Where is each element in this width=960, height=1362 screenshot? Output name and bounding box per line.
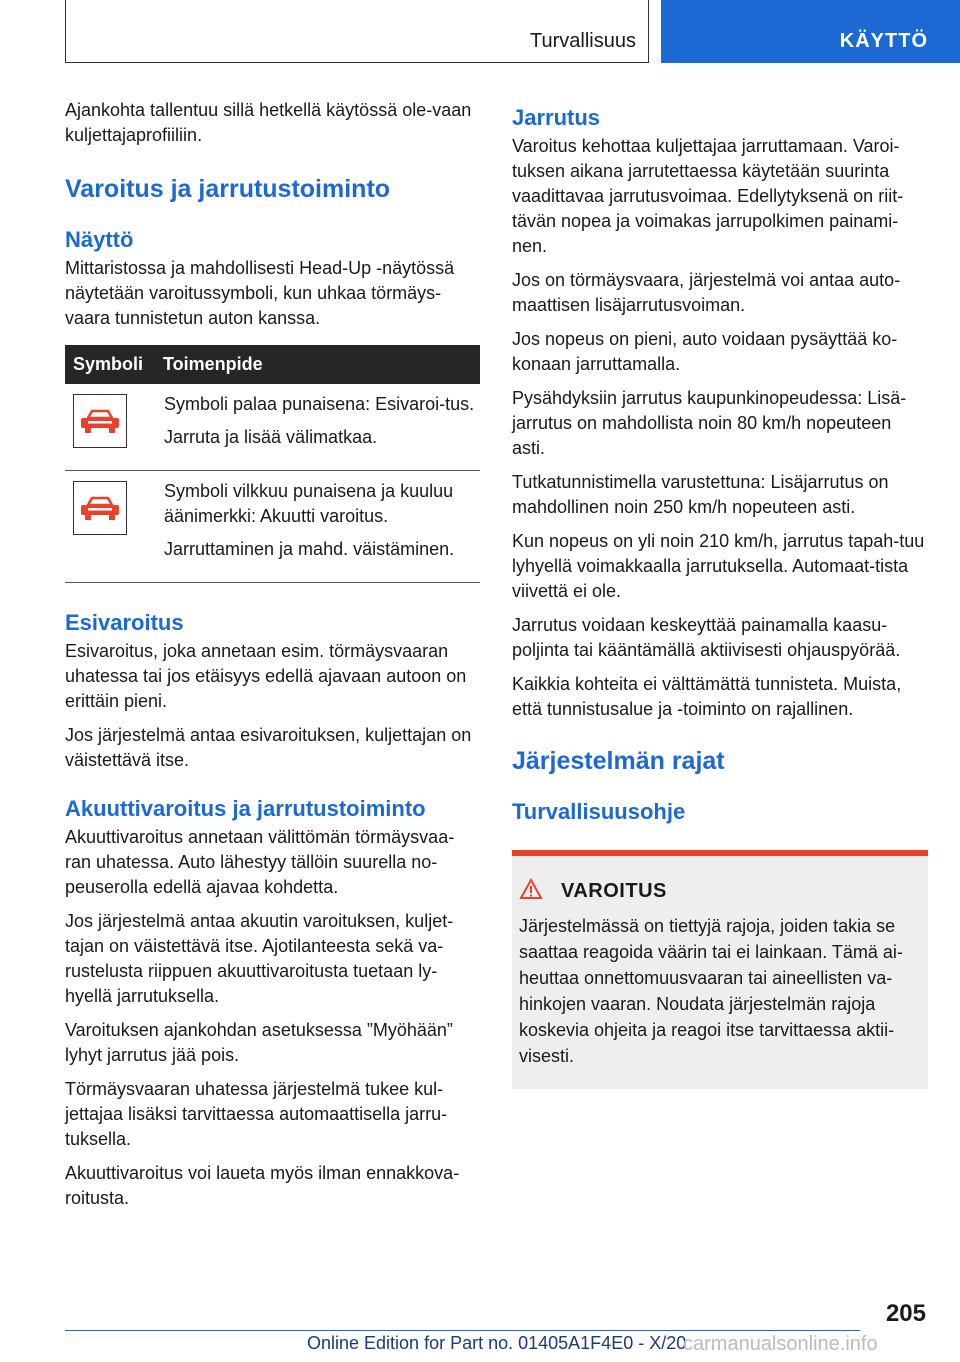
car-warning-icon: [73, 481, 127, 535]
warning-title-row: [519, 878, 918, 905]
prewarning-paragraph-2: Jos järjestelmä antaa esivaroituksen, kuljettajan on väistettävä itse.: [65, 725, 472, 770]
intro-paragraph: Ajankohta tallentuu sillä hetkellä käytössä ole-vaan kuljettajaprofiiliin.: [65, 100, 472, 145]
warning-title: VAROITUS: [561, 880, 667, 902]
acute-paragraph-1: Akuuttivaroitus annetaan välittömän törmäysvaa-ran uhatessa. Auto lähestyy tällöin suurella no-peuserolla edellä ajavaa kohdetta.: [65, 827, 455, 897]
header-chapter-title: KÄYTTÖ: [839, 30, 928, 52]
table-cell-symbol: [65, 471, 155, 583]
heading-display: Näyttö: [65, 227, 134, 252]
display-paragraph: Mittaristossa ja mahdollisesti Head-Up -näytössä näytetään varoitussymboli, kun uhkaa törmäys-vaara tunnistetun auton kanssa.: [65, 258, 455, 328]
braking-paragraph-3: Jos nopeus on pieni, auto voidaan pysäyttää ko-konaan jarruttamalla.: [512, 329, 898, 374]
heading-acute-warning: Akuuttivaroitus ja jarrutustoiminto: [65, 796, 426, 821]
watermark-text[interactable]: carmanualsonline.info: [683, 1333, 878, 1355]
braking-paragraph-2: Jos on törmäysvaara, järjestelmä voi antaa auto-maattisen lisäjarrutusvoiman.: [512, 270, 901, 315]
prewarning-paragraph-1: Esivaroitus, joka annetaan esim. törmäysvaaran uhatessa tai jos etäisyys edellä ajavaan autoon on erittäin pieni.: [65, 641, 467, 711]
page-number: 205: [885, 1300, 926, 1327]
heading-braking: Jarrutus: [512, 105, 601, 130]
table-row: [65, 384, 480, 471]
car-warning-icon: [73, 394, 127, 448]
table-cell-symbol: [65, 384, 155, 471]
row-1-line-2: Jarruta ja lisää välimatkaa.: [164, 427, 378, 447]
row-2-line-1: Symboli vilkkuu punaisena ja kuuluu äänimerkki: Akuutti varoitus.: [164, 481, 454, 526]
row-1-line-1: Symboli palaa punaisena: Esivaroi-tus.: [164, 394, 475, 414]
acute-paragraph-2: Jos järjestelmä antaa akuutin varoituksen, kuljet-tajan on väistettävä itse. Ajotilanteesta sekä va-rustelusta riippuen akuuttivaroitusta tuetaan ly-hyellä jarrutuksella.: [65, 911, 454, 1006]
braking-paragraph-6: Kun nopeus on yli noin 210 km/h, jarrutus tapah-tuu lyhyellä voimakkaalla jarrutuksella. Automaat-tista viivettä ei ole.: [512, 531, 925, 601]
table-header-action: Toimenpide: [155, 345, 480, 384]
braking-paragraph-7: Jarrutus voidaan keskeyttää painamalla kaasu-poljinta tai kääntämällä aktiivisesti ohjauspyörää.: [512, 615, 901, 660]
warning-text: Järjestelmässä on tiettyjä rajoja, joiden takia se saattaa reagoida väärin tai ei lainkaan. Tämä ai-heuttaa onnettomuusvaaran tai aineellisten va-hinkojen vaaran. Noudata järjestelmän rajoja koskevia ohjeita ja reagoi itse tarvittaessa aktii-visesti.: [519, 916, 903, 1066]
heading-safety-note: Turvallisuusohje: [512, 799, 686, 824]
braking-paragraph-4: Pysähdyksiin jarrutus kaupunkinopeudessa: Lisä-jarrutus on mahdollista noin 80 km/h nopeuteen asti.: [512, 388, 907, 458]
table-header-symbol: Symboli: [65, 345, 155, 384]
warning-box: [512, 850, 928, 1089]
table-row: [65, 471, 480, 583]
table-cell-action: [155, 384, 480, 471]
braking-paragraph-1: Varoitus kehottaa kuljettajaa jarruttamaan. Varoi-tuksen aikana jarrutettaessa käytetään suurinta vaadittavaa jarrutusvoimaa. Edellytyksenä on riit-tävän nopea ja voimakas jarrupolkimen painami-nen.: [512, 136, 904, 256]
header-chapter-tab[interactable]: [661, 0, 960, 63]
right-column: [512, 98, 928, 1089]
acute-paragraph-4: Törmäysvaaran uhatessa järjestelmä tukee kul-jettajaa lisäksi tarvittaessa automaattisella jarru-tuksella.: [65, 1079, 448, 1149]
footer-edition: Online Edition for Part no. 01405A1F4E0 - X/20: [307, 1333, 687, 1353]
heading-prewarning: Esivaroitus: [65, 610, 184, 635]
acute-paragraph-5: Akuuttivaroitus voi laueta myös ilman ennakkova-roitusta.: [65, 1163, 460, 1208]
braking-paragraph-8: Kaikkia kohteita ei välttämättä tunnisteta. Muista, että tunnistusalue ja -toiminto on rajallinen.: [512, 674, 902, 719]
table-header-row: [65, 345, 480, 384]
row-2-line-2: Jarruttaminen ja mahd. väistäminen.: [164, 539, 455, 559]
symbol-table: [65, 345, 480, 583]
acute-paragraph-3: Varoituksen ajankohdan asetuksessa ”Myöhään” lyhyt jarrutus jää pois.: [65, 1020, 453, 1065]
warning-triangle-icon: [519, 878, 543, 905]
header-section-box: [65, 0, 649, 63]
header-section-title: Turvallisuus: [530, 30, 636, 52]
left-column: [65, 98, 480, 1220]
heading-warning-braking: Varoitus ja jarrutustoiminto: [65, 175, 391, 203]
heading-system-limits: Järjestelmän rajat: [512, 747, 725, 775]
table-cell-action: [155, 471, 480, 583]
braking-paragraph-5: Tutkatunnistimella varustettuna: Lisäjarrutus on mahdollinen noin 250 km/h nopeuteen asti.: [512, 472, 889, 517]
footer-divider: [65, 1330, 860, 1331]
